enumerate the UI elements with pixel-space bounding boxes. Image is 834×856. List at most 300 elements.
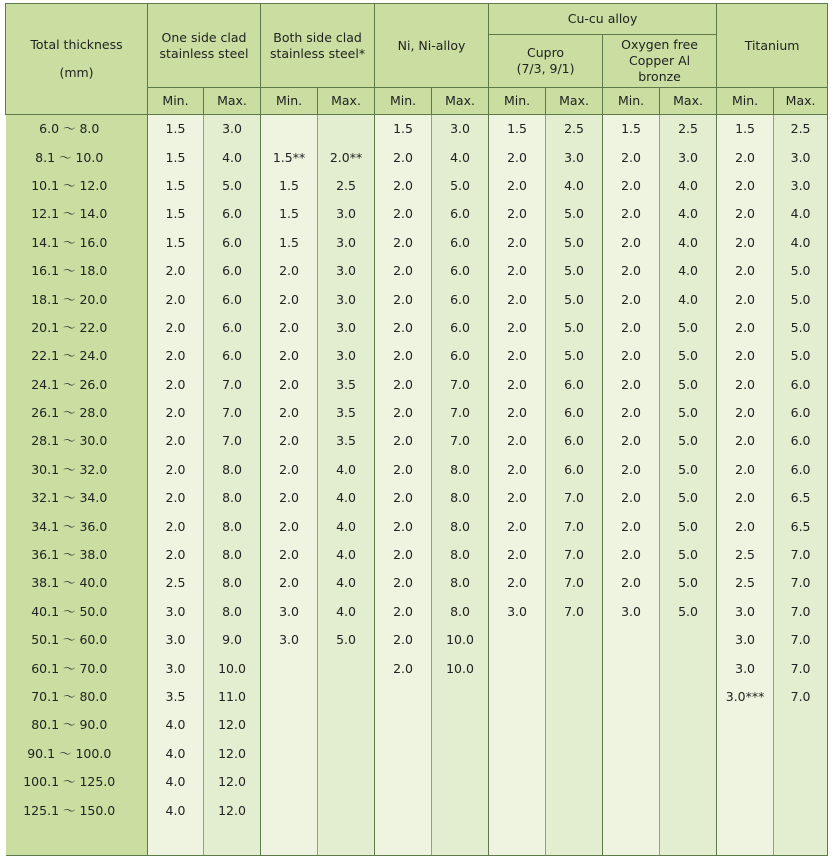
spacer-cell xyxy=(717,825,774,856)
min-cell xyxy=(261,683,318,711)
max-header: Max. xyxy=(318,88,375,115)
min-cell xyxy=(717,796,774,824)
max-header: Max. xyxy=(546,88,603,115)
min-cell: 1.5 xyxy=(261,172,318,200)
min-cell: 2.0 xyxy=(375,484,432,512)
min-cell xyxy=(717,740,774,768)
max-cell: 4.0 xyxy=(546,172,603,200)
max-cell xyxy=(546,711,603,739)
max-cell: 3.5 xyxy=(318,427,375,455)
max-cell: 3.0 xyxy=(318,229,375,257)
max-cell: 4.0 xyxy=(660,257,717,285)
max-cell: 6.0 xyxy=(432,314,489,342)
table-row xyxy=(6,342,828,370)
max-cell: 5.0 xyxy=(774,342,828,370)
min-cell xyxy=(603,654,660,682)
min-cell: 2.0 xyxy=(489,371,546,399)
max-cell: 8.0 xyxy=(432,541,489,569)
max-cell: 7.0 xyxy=(546,598,603,626)
min-cell: 2.5 xyxy=(148,569,204,597)
row-thickness-range: 8.1 ～ 10.0 xyxy=(6,143,148,171)
min-cell: 2.0 xyxy=(717,257,774,285)
min-cell: 2.0 xyxy=(603,172,660,200)
row-thickness-range: 10.1 ～ 12.0 xyxy=(6,172,148,200)
max-cell xyxy=(546,626,603,654)
min-cell: 1.5** xyxy=(261,143,318,171)
max-cell: 4.0 xyxy=(432,143,489,171)
max-cell: 6.5 xyxy=(774,484,828,512)
row-thickness-range: 26.1 ～ 28.0 xyxy=(6,399,148,427)
row-thickness-range: 70.1 ～ 80.0 xyxy=(6,683,148,711)
row-thickness-range: 24.1 ～ 26.0 xyxy=(6,371,148,399)
max-cell: 3.0 xyxy=(546,143,603,171)
total-thickness-header xyxy=(6,4,148,115)
clad-thickness-table xyxy=(5,3,828,856)
min-cell: 3.0 xyxy=(717,626,774,654)
cupro-header xyxy=(489,35,603,88)
table-bottom-spacer xyxy=(6,825,828,856)
titanium-label: Titanium xyxy=(744,37,800,53)
min-cell: 2.0 xyxy=(375,314,432,342)
max-cell xyxy=(318,711,375,739)
min-cell: 2.0 xyxy=(261,257,318,285)
min-cell: 2.0 xyxy=(375,427,432,455)
max-cell: 5.0 xyxy=(660,314,717,342)
min-cell: 2.0 xyxy=(261,371,318,399)
min-cell: 2.0 xyxy=(148,314,204,342)
max-cell: 7.0 xyxy=(774,626,828,654)
max-cell: 5.0 xyxy=(204,172,261,200)
min-header: Min. xyxy=(489,88,546,115)
max-cell: 4.0 xyxy=(318,456,375,484)
max-cell: 5.0 xyxy=(546,200,603,228)
min-cell: 2.0 xyxy=(261,512,318,540)
row-thickness-range: 22.1 ～ 24.0 xyxy=(6,342,148,370)
table-row xyxy=(6,285,828,313)
table-row xyxy=(6,143,828,171)
min-cell: 2.0 xyxy=(717,371,774,399)
max-cell: 5.0 xyxy=(660,456,717,484)
max-cell: 10.0 xyxy=(204,654,261,682)
max-cell: 4.0 xyxy=(660,200,717,228)
table-row xyxy=(6,683,828,711)
max-cell xyxy=(318,796,375,824)
min-cell: 2.0 xyxy=(717,484,774,512)
total-thickness-label: Total thickness xyxy=(30,37,123,52)
min-cell: 2.0 xyxy=(489,314,546,342)
min-cell xyxy=(489,740,546,768)
min-cell: 3.0 xyxy=(261,598,318,626)
max-cell: 6.0 xyxy=(774,399,828,427)
max-cell: 3.5 xyxy=(318,399,375,427)
max-cell: 6.0 xyxy=(546,456,603,484)
max-cell: 3.0 xyxy=(318,257,375,285)
spacer-cell xyxy=(375,825,432,856)
table-row xyxy=(6,172,828,200)
max-cell: 8.0 xyxy=(204,569,261,597)
max-cell xyxy=(660,683,717,711)
max-cell: 6.0 xyxy=(432,257,489,285)
max-cell: 2.0** xyxy=(318,143,375,171)
max-cell: 5.0 xyxy=(546,257,603,285)
min-cell: 2.0 xyxy=(489,229,546,257)
min-cell: 2.0 xyxy=(375,229,432,257)
max-cell: 7.0 xyxy=(432,371,489,399)
min-cell: 2.0 xyxy=(375,257,432,285)
row-thickness-range: 32.1 ～ 34.0 xyxy=(6,484,148,512)
max-cell: 7.0 xyxy=(546,484,603,512)
min-cell: 2.0 xyxy=(261,399,318,427)
max-cell: 6.0 xyxy=(546,371,603,399)
min-cell xyxy=(375,683,432,711)
spacer-cell xyxy=(318,825,375,856)
min-cell: 2.0 xyxy=(375,371,432,399)
min-header: Min. xyxy=(261,88,318,115)
max-cell xyxy=(318,768,375,796)
max-cell xyxy=(660,796,717,824)
min-cell: 3.0 xyxy=(148,598,204,626)
min-cell xyxy=(261,768,318,796)
min-cell: 2.0 xyxy=(375,143,432,171)
min-cell: 2.0 xyxy=(489,512,546,540)
spacer-cell xyxy=(489,825,546,856)
min-cell: 2.0 xyxy=(603,314,660,342)
max-cell: 6.0 xyxy=(546,399,603,427)
min-cell: 2.0 xyxy=(489,569,546,597)
max-cell: 4.0 xyxy=(318,512,375,540)
min-cell: 2.0 xyxy=(603,569,660,597)
min-cell: 2.0 xyxy=(489,456,546,484)
min-cell: 2.0 xyxy=(375,342,432,370)
min-cell xyxy=(489,683,546,711)
table-row xyxy=(6,768,828,796)
table-row xyxy=(6,654,828,682)
min-cell: 2.0 xyxy=(375,541,432,569)
min-cell xyxy=(603,768,660,796)
min-cell: 1.5 xyxy=(603,115,660,144)
min-cell: 2.0 xyxy=(717,229,774,257)
min-cell: 2.0 xyxy=(261,456,318,484)
max-cell: 10.0 xyxy=(432,654,489,682)
max-cell: 8.0 xyxy=(432,598,489,626)
max-cell: 7.0 xyxy=(546,569,603,597)
min-cell: 2.0 xyxy=(603,427,660,455)
max-cell: 5.0 xyxy=(546,229,603,257)
max-cell: 4.0 xyxy=(318,569,375,597)
max-cell: 8.0 xyxy=(204,541,261,569)
min-cell xyxy=(375,796,432,824)
max-cell: 4.0 xyxy=(318,484,375,512)
max-cell: 5.0 xyxy=(774,285,828,313)
min-cell: 3.0 xyxy=(148,654,204,682)
one-side-header xyxy=(148,4,261,88)
min-cell xyxy=(489,711,546,739)
min-cell: 2.0 xyxy=(717,314,774,342)
min-cell: 2.0 xyxy=(489,342,546,370)
max-cell: 12.0 xyxy=(204,740,261,768)
table-row xyxy=(6,200,828,228)
max-cell: 5.0 xyxy=(546,342,603,370)
max-cell: 5.0 xyxy=(660,484,717,512)
min-cell xyxy=(375,740,432,768)
max-cell xyxy=(774,740,828,768)
spacer-cell xyxy=(660,825,717,856)
min-cell: 2.0 xyxy=(717,200,774,228)
max-cell: 6.0 xyxy=(432,229,489,257)
min-cell: 2.0 xyxy=(603,342,660,370)
row-thickness-range: 34.1 ～ 36.0 xyxy=(6,512,148,540)
min-cell: 2.0 xyxy=(375,456,432,484)
max-cell: 6.0 xyxy=(774,427,828,455)
max-cell xyxy=(546,796,603,824)
row-thickness-range: 16.1 ～ 18.0 xyxy=(6,257,148,285)
max-cell: 8.0 xyxy=(432,569,489,597)
spacer-cell xyxy=(546,825,603,856)
min-cell: 1.5 xyxy=(375,115,432,144)
max-cell: 5.0 xyxy=(660,427,717,455)
table-row xyxy=(6,314,828,342)
table-row xyxy=(6,796,828,824)
row-thickness-range: 36.1 ～ 38.0 xyxy=(6,541,148,569)
max-header: Max. xyxy=(204,88,261,115)
table-row xyxy=(6,456,828,484)
min-cell: 2.0 xyxy=(375,200,432,228)
min-cell: 2.0 xyxy=(261,484,318,512)
min-cell: 2.0 xyxy=(717,427,774,455)
row-thickness-range: 6.0 ～ 8.0 xyxy=(6,115,148,144)
min-cell: 2.0 xyxy=(489,484,546,512)
max-cell xyxy=(546,768,603,796)
max-cell: 8.0 xyxy=(204,512,261,540)
max-cell: 3.0 xyxy=(774,172,828,200)
min-cell: 2.0 xyxy=(603,200,660,228)
max-cell xyxy=(318,115,375,144)
max-cell: 6.0 xyxy=(204,314,261,342)
max-cell xyxy=(660,626,717,654)
min-cell: 3.0 xyxy=(717,598,774,626)
min-cell: 2.0 xyxy=(717,143,774,171)
min-cell xyxy=(603,711,660,739)
min-cell: 1.5 xyxy=(148,229,204,257)
max-cell: 7.0 xyxy=(774,598,828,626)
ni-alloy-label: Ni, Ni-alloy xyxy=(397,37,466,53)
max-cell: 7.0 xyxy=(546,512,603,540)
min-cell xyxy=(603,796,660,824)
table-row xyxy=(6,711,828,739)
min-cell: 2.0 xyxy=(148,257,204,285)
row-thickness-range: 18.1 ～ 20.0 xyxy=(6,285,148,313)
spacer-cell xyxy=(148,825,204,856)
max-cell: 8.0 xyxy=(204,598,261,626)
min-cell: 2.0 xyxy=(603,484,660,512)
table-row xyxy=(6,257,828,285)
row-thickness-range: 14.1 ～ 16.0 xyxy=(6,229,148,257)
min-cell xyxy=(717,711,774,739)
min-cell: 2.0 xyxy=(375,626,432,654)
min-cell: 2.0 xyxy=(489,285,546,313)
min-cell: 2.0 xyxy=(603,229,660,257)
min-cell: 2.0 xyxy=(148,399,204,427)
table-row xyxy=(6,229,828,257)
min-cell xyxy=(261,711,318,739)
max-cell: 5.0 xyxy=(546,314,603,342)
min-cell: 3.0 xyxy=(489,598,546,626)
min-cell: 1.5 xyxy=(148,172,204,200)
max-cell: 7.0 xyxy=(774,569,828,597)
row-thickness-range: 38.1 ～ 40.0 xyxy=(6,569,148,597)
max-cell: 6.0 xyxy=(432,342,489,370)
max-cell: 6.0 xyxy=(204,342,261,370)
min-cell: 2.0 xyxy=(375,172,432,200)
max-cell: 3.5 xyxy=(318,371,375,399)
min-cell: 2.0 xyxy=(603,257,660,285)
max-cell xyxy=(546,740,603,768)
max-cell: 7.0 xyxy=(774,683,828,711)
spacer-cell xyxy=(6,825,148,856)
min-cell: 2.0 xyxy=(148,285,204,313)
row-thickness-range: 12.1 ～ 14.0 xyxy=(6,200,148,228)
max-cell: 5.0 xyxy=(432,172,489,200)
min-header: Min. xyxy=(148,88,204,115)
min-cell: 1.5 xyxy=(261,200,318,228)
row-thickness-range: 40.1 ～ 50.0 xyxy=(6,598,148,626)
max-cell: 6.0 xyxy=(546,427,603,455)
min-cell xyxy=(603,626,660,654)
min-cell: 2.0 xyxy=(717,342,774,370)
min-cell xyxy=(489,796,546,824)
max-cell: 8.0 xyxy=(204,484,261,512)
table-row xyxy=(6,371,828,399)
min-cell: 2.0 xyxy=(261,342,318,370)
min-cell: 2.0 xyxy=(603,512,660,540)
max-cell: 5.0 xyxy=(660,399,717,427)
min-cell: 1.5 xyxy=(148,115,204,144)
table-row xyxy=(6,569,828,597)
min-cell: 3.5 xyxy=(148,683,204,711)
max-cell: 10.0 xyxy=(432,626,489,654)
max-cell: 4.0 xyxy=(660,229,717,257)
min-cell: 2.0 xyxy=(489,200,546,228)
row-thickness-range: 50.1 ～ 60.0 xyxy=(6,626,148,654)
min-cell xyxy=(603,683,660,711)
max-cell: 6.0 xyxy=(204,200,261,228)
table-body xyxy=(6,115,828,856)
max-cell: 8.0 xyxy=(432,456,489,484)
max-cell xyxy=(546,683,603,711)
max-cell: 5.0 xyxy=(774,257,828,285)
min-cell: 2.0 xyxy=(489,399,546,427)
min-cell xyxy=(717,768,774,796)
max-cell xyxy=(660,654,717,682)
spacer-cell xyxy=(432,825,489,856)
min-cell: 1.5 xyxy=(489,115,546,144)
max-cell: 7.0 xyxy=(432,399,489,427)
both-side-header xyxy=(261,4,375,88)
min-cell: 2.0 xyxy=(603,371,660,399)
max-cell: 4.0 xyxy=(318,541,375,569)
max-cell xyxy=(774,711,828,739)
max-cell: 4.0 xyxy=(774,229,828,257)
max-cell: 4.0 xyxy=(204,143,261,171)
table-row xyxy=(6,399,828,427)
max-cell: 4.0 xyxy=(660,285,717,313)
table-row xyxy=(6,115,828,144)
min-cell: 2.0 xyxy=(489,172,546,200)
row-thickness-range: 125.1 ～ 150.0 xyxy=(6,796,148,824)
min-cell: 4.0 xyxy=(148,711,204,739)
max-cell xyxy=(432,740,489,768)
one-side-label: One side clad stainless steel xyxy=(159,29,249,61)
min-cell: 2.0 xyxy=(261,427,318,455)
max-cell xyxy=(774,768,828,796)
max-cell xyxy=(318,740,375,768)
min-cell: 2.0 xyxy=(261,285,318,313)
max-cell: 7.0 xyxy=(774,654,828,682)
min-cell: 2.0 xyxy=(603,285,660,313)
max-cell xyxy=(660,711,717,739)
min-cell: 2.0 xyxy=(148,541,204,569)
min-cell: 2.0 xyxy=(717,285,774,313)
row-thickness-range: 60.1 ～ 70.0 xyxy=(6,654,148,682)
max-cell: 3.0 xyxy=(318,314,375,342)
min-cell: 2.0 xyxy=(375,399,432,427)
row-thickness-range: 80.1 ～ 90.0 xyxy=(6,711,148,739)
min-header: Min. xyxy=(717,88,774,115)
min-cell: 2.0 xyxy=(603,143,660,171)
row-thickness-range: 90.1 ～ 100.0 xyxy=(6,740,148,768)
max-cell: 5.0 xyxy=(660,541,717,569)
min-cell: 2.0 xyxy=(375,654,432,682)
row-thickness-range: 20.1 ～ 22.0 xyxy=(6,314,148,342)
min-cell: 1.5 xyxy=(717,115,774,144)
min-cell xyxy=(489,768,546,796)
min-cell xyxy=(261,740,318,768)
max-cell: 4.0 xyxy=(774,200,828,228)
min-cell xyxy=(261,796,318,824)
oxygen-free-header xyxy=(603,35,717,88)
max-cell: 3.0 xyxy=(318,285,375,313)
min-cell: 2.5 xyxy=(717,541,774,569)
min-cell xyxy=(375,768,432,796)
max-cell: 6.0 xyxy=(774,456,828,484)
cucu-alloy-header xyxy=(489,4,717,35)
spacer-cell xyxy=(774,825,828,856)
max-cell xyxy=(546,654,603,682)
max-cell: 12.0 xyxy=(204,711,261,739)
min-cell xyxy=(261,115,318,144)
cupro-sub-label: (7/3, 9/1) xyxy=(516,61,575,76)
max-cell: 7.0 xyxy=(774,541,828,569)
max-cell: 12.0 xyxy=(204,796,261,824)
min-cell: 2.0 xyxy=(717,512,774,540)
min-header: Min. xyxy=(603,88,660,115)
oxygen-free-label: Oxygen free Copper Al bronze xyxy=(621,37,698,84)
max-cell: 5.0 xyxy=(660,598,717,626)
max-header: Max. xyxy=(660,88,717,115)
min-cell: 2.0 xyxy=(148,456,204,484)
max-cell xyxy=(318,683,375,711)
min-cell xyxy=(489,626,546,654)
cucu-alloy-label: Cu-cu alloy xyxy=(567,11,638,26)
min-cell: 2.0 xyxy=(489,427,546,455)
max-cell: 7.0 xyxy=(204,427,261,455)
spacer-cell xyxy=(261,825,318,856)
max-cell: 6.0 xyxy=(204,257,261,285)
spacer-cell xyxy=(603,825,660,856)
max-cell xyxy=(774,796,828,824)
max-cell: 5.0 xyxy=(660,342,717,370)
min-cell: 1.5 xyxy=(261,229,318,257)
